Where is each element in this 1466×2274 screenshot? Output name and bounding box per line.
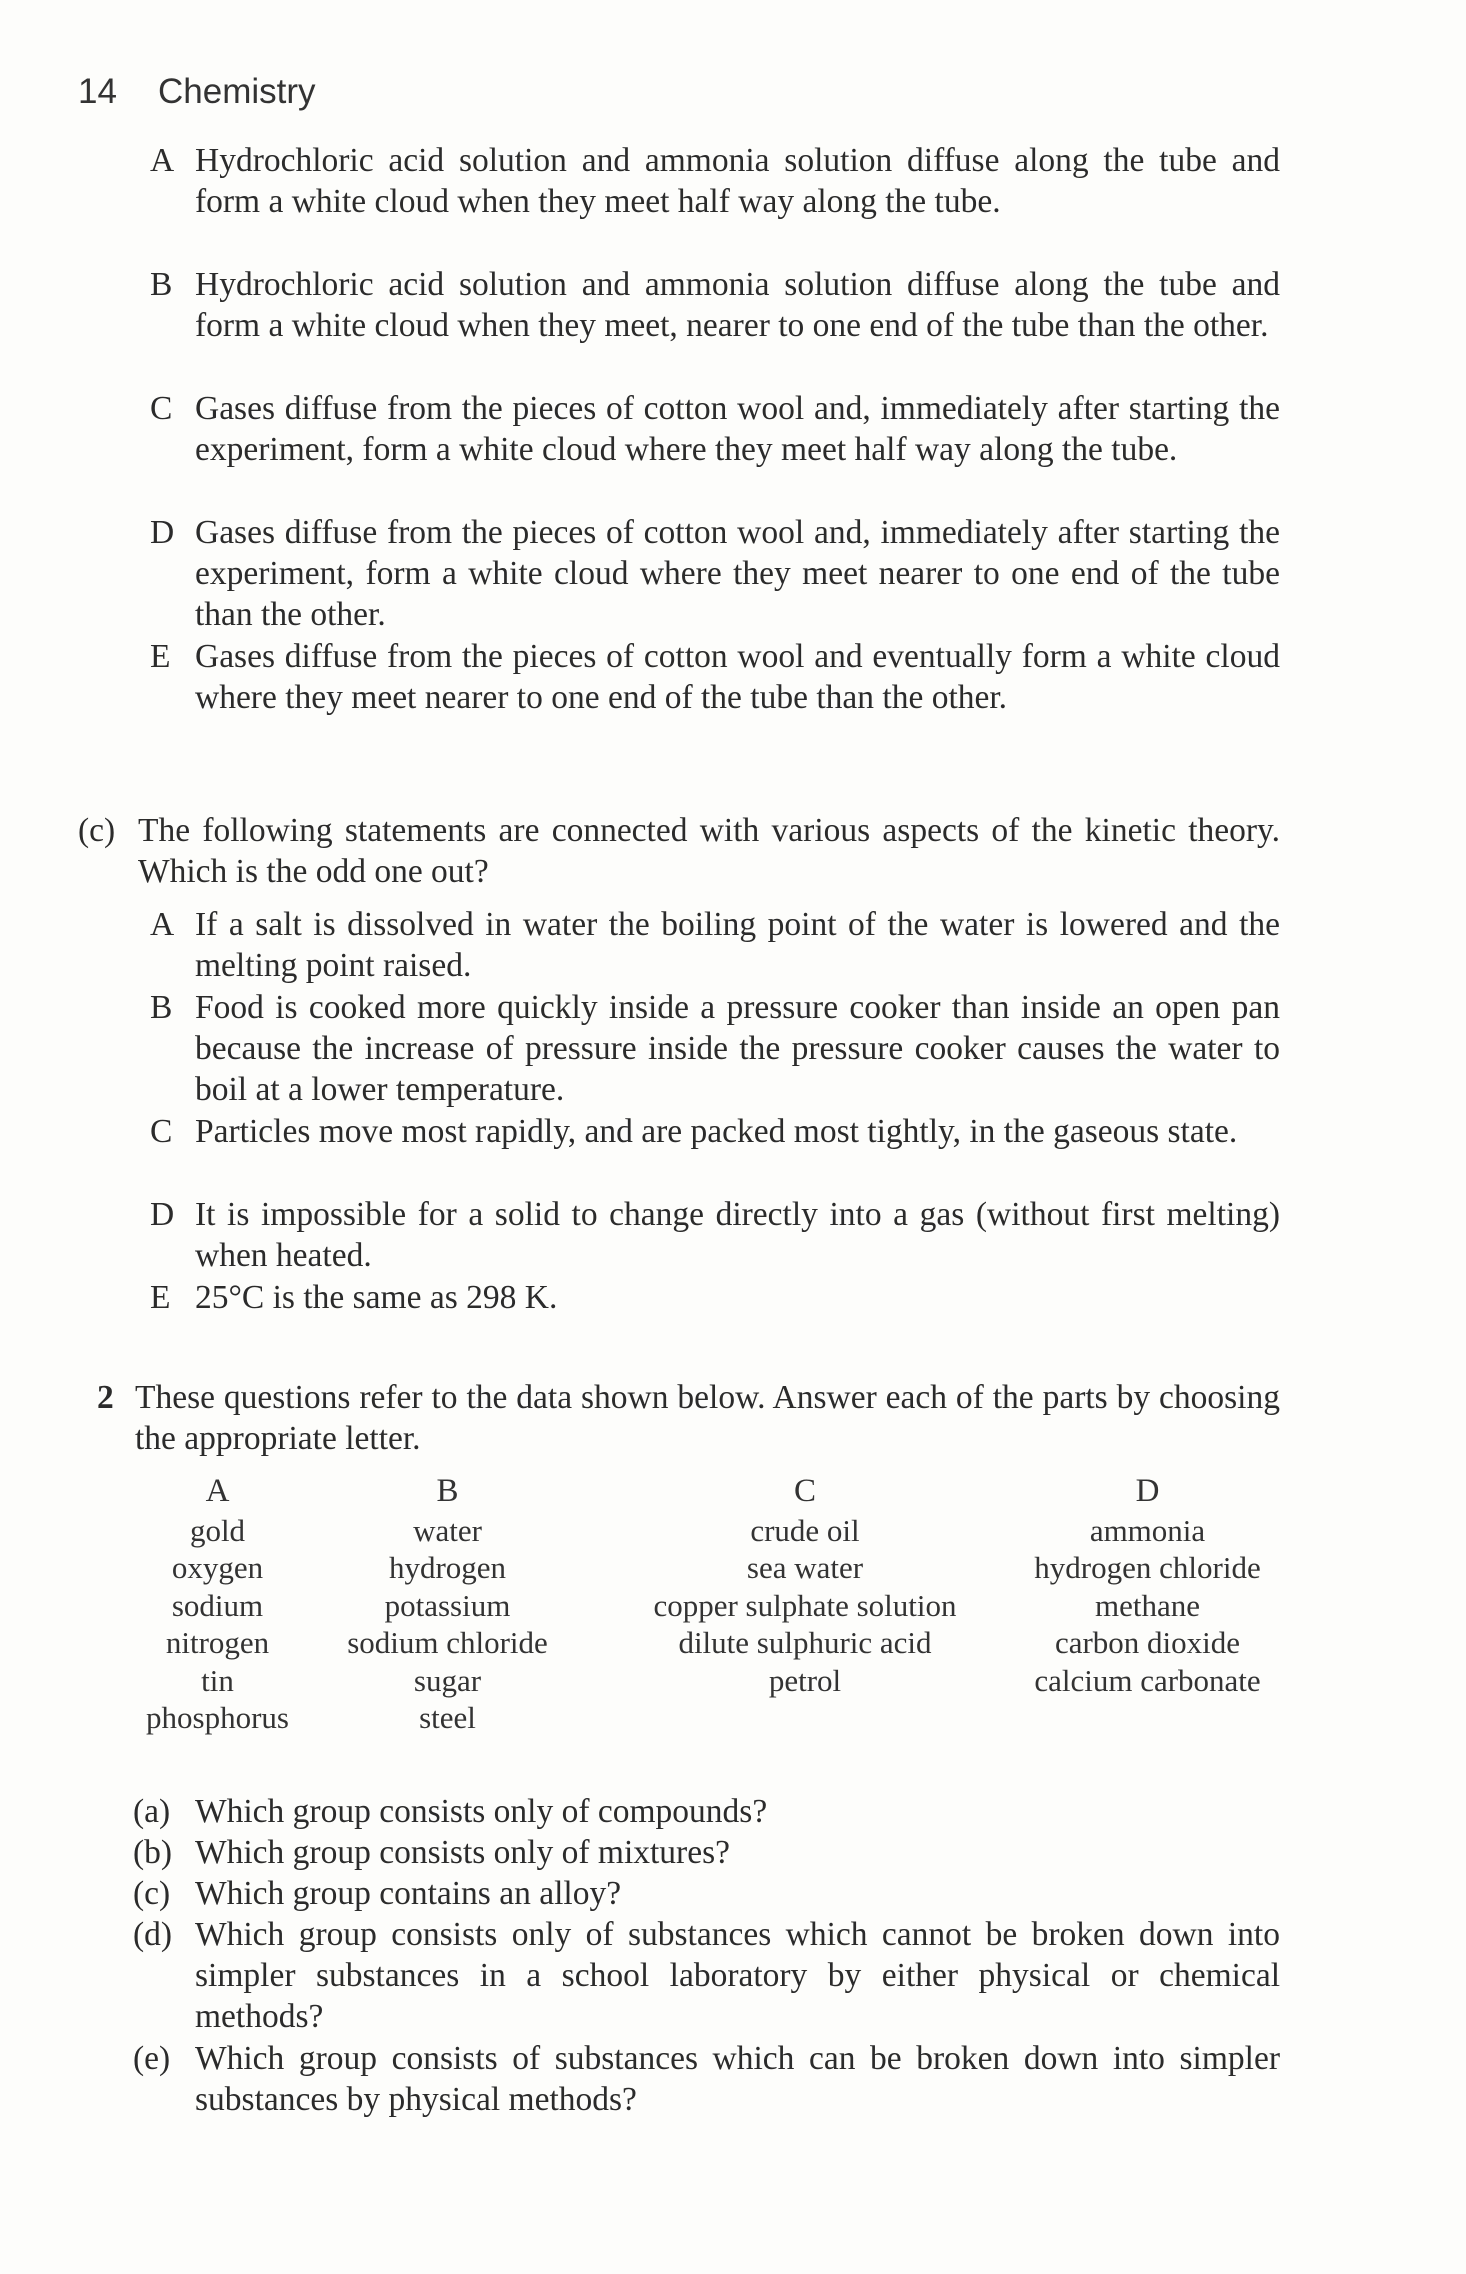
page-number: 14 xyxy=(78,72,117,111)
group-letter: D xyxy=(1135,1473,1160,1509)
group-letter: A xyxy=(205,1473,230,1509)
group-a xyxy=(100,1473,335,1737)
q2-part-c xyxy=(133,1873,1280,1914)
group-item: ammonia xyxy=(1089,1512,1206,1548)
option-text: 25°C is the same as 298 K. xyxy=(195,1279,558,1316)
group-item: methane xyxy=(1094,1587,1200,1623)
option-text: Gases diffuse from the pieces of cotton wool and eventually form a white cloud where they meet nearer to one end of the tube than the other. xyxy=(195,638,1280,716)
question-number: 2 xyxy=(97,1379,114,1416)
part-label: (c) xyxy=(78,812,116,849)
part-label: (b) xyxy=(133,1834,173,1871)
group-item: gold xyxy=(189,1512,246,1548)
group-item: hydrogen xyxy=(388,1550,507,1585)
group-item: phosphorus xyxy=(146,1700,289,1735)
q1b-option-d xyxy=(150,512,1280,635)
option-letter: B xyxy=(150,266,173,303)
option-letter: A xyxy=(150,906,175,943)
option-text: Food is cooked more quickly inside a pressure cooker than inside an open pan because the increase of pressure inside the pressure cooker causes the water to boil at a lower temperature. xyxy=(195,989,1280,1108)
q1c-stem xyxy=(78,810,1280,892)
group-item: dilute sulphuric acid xyxy=(678,1625,932,1660)
group-item: sodium chloride xyxy=(347,1625,548,1660)
group-item: hydrogen chloride xyxy=(1034,1550,1261,1585)
group-item: sodium xyxy=(171,1587,264,1623)
part-label: (a) xyxy=(133,1793,171,1830)
part-text: Which group consists of substances which can be broken down into simpler substances by physical methods? xyxy=(195,2040,1280,2118)
q1c-option-d xyxy=(150,1194,1280,1276)
part-label: (d) xyxy=(133,1916,173,1953)
part-text: Which group consists only of mixtures? xyxy=(195,1834,730,1871)
group-d xyxy=(1000,1473,1295,1699)
group-letter: C xyxy=(793,1473,816,1509)
option-letter: E xyxy=(150,638,171,675)
q2-part-d xyxy=(133,1914,1280,2037)
option-letter: C xyxy=(150,390,173,427)
question-text: These questions refer to the data shown below. Answer each of the parts by choosing the appropriate letter. xyxy=(135,1379,1280,1457)
chapter-title: Chemistry xyxy=(158,72,316,111)
q1c-option-e xyxy=(150,1277,1280,1318)
part-label: (c) xyxy=(133,1875,171,1912)
group-c xyxy=(615,1473,995,1699)
q1c-option-b xyxy=(150,987,1280,1110)
q2-stem xyxy=(97,1377,1280,1459)
option-text: Gases diffuse from the pieces of cotton wool and, immediately after starting the experiment, form a white cloud where they meet half way along the tube. xyxy=(195,390,1280,468)
q1b-option-c xyxy=(150,388,1280,470)
group-item: copper sulphate solution xyxy=(653,1587,957,1623)
option-letter: D xyxy=(150,514,175,551)
option-text: Gases diffuse from the pieces of cotton wool and, immediately after starting the experiment, form a white cloud where they meet nearer to one end of the tube than the other. xyxy=(195,514,1280,633)
option-text: Particles move most rapidly, and are packed most tightly, in the gaseous state. xyxy=(195,1113,1238,1150)
group-item: oxygen xyxy=(171,1550,264,1585)
q1b-option-a xyxy=(150,140,1280,222)
group-item: calcium carbonate xyxy=(1034,1662,1261,1698)
q1b-option-e xyxy=(150,636,1280,718)
q1c-option-c xyxy=(150,1111,1280,1152)
question-text: The following statements are connected with various aspects of the kinetic theory. Which is the odd one out? xyxy=(138,812,1280,890)
q2-part-a xyxy=(133,1791,1280,1832)
group-item: petrol xyxy=(768,1662,842,1698)
option-text: Hydrochloric acid solution and ammonia solution diffuse along the tube and form a white cloud when they meet half way along the tube. xyxy=(195,142,1280,220)
part-text: Which group consists only of substances which cannot be broken down into simpler substances in a school laboratory by either physical or chemical methods? xyxy=(195,1916,1280,2035)
group-item: tin xyxy=(201,1662,234,1698)
group-item: sugar xyxy=(413,1662,482,1698)
group-item: nitrogen xyxy=(165,1625,270,1660)
option-letter: C xyxy=(150,1113,173,1150)
option-letter: A xyxy=(150,142,175,179)
option-letter: B xyxy=(150,989,173,1026)
q1b-option-b xyxy=(150,264,1280,346)
group-item: potassium xyxy=(384,1587,511,1623)
option-text: Hydrochloric acid solution and ammonia solution diffuse along the tube and form a white cloud when they meet, nearer to one end of the tube than the other. xyxy=(195,266,1280,344)
group-letter: B xyxy=(436,1473,459,1509)
part-text: Which group consists only of compounds? xyxy=(195,1793,768,1830)
group-item: steel xyxy=(419,1700,476,1735)
q1c-option-a xyxy=(150,904,1280,986)
part-text: Which group contains an alloy? xyxy=(195,1875,622,1912)
group-item: sea water xyxy=(746,1550,864,1585)
q2-part-e xyxy=(133,2038,1280,2120)
option-text: If a salt is dissolved in water the boiling point of the water is lowered and the melting point raised. xyxy=(195,906,1280,984)
part-label: (e) xyxy=(133,2040,171,2077)
option-letter: D xyxy=(150,1196,175,1233)
group-b xyxy=(315,1473,580,1737)
group-item: crude oil xyxy=(750,1512,860,1548)
option-letter: E xyxy=(150,1279,171,1316)
q2-part-b xyxy=(133,1832,1280,1873)
group-item: water xyxy=(413,1512,482,1548)
group-item: carbon dioxide xyxy=(1054,1625,1241,1660)
page-header xyxy=(78,72,316,112)
option-text: It is impossible for a solid to change directly into a gas (without first melting) when heated. xyxy=(195,1196,1280,1274)
